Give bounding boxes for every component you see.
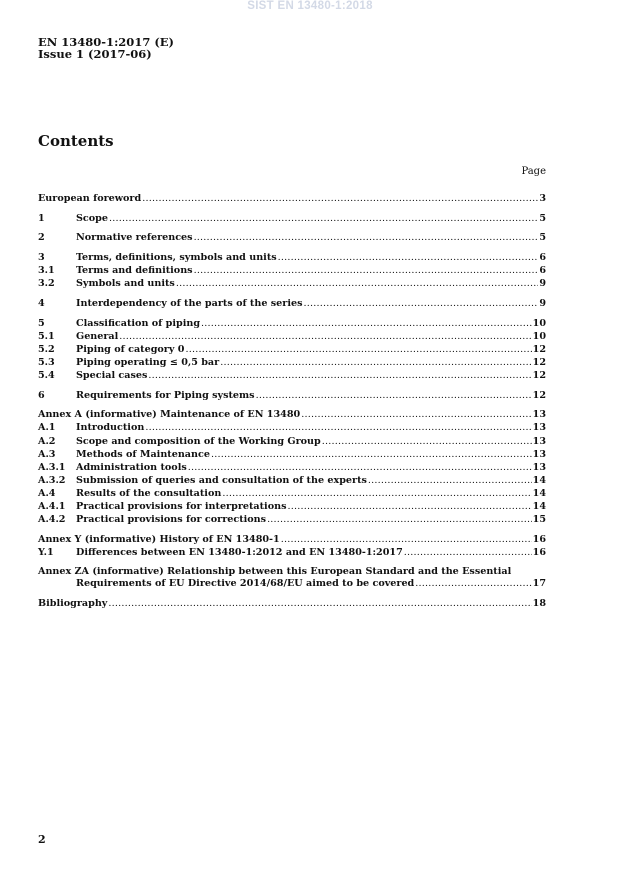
toc-leader-dots [278,251,539,264]
toc-entry[interactable] [38,317,546,330]
toc-entry-number: 3.1 [38,265,55,277]
toc-entry-title: Normative references [76,232,193,244]
toc-entry-page: 5 [539,212,546,224]
toc-entry-page: 17 [532,577,546,589]
toc-entry-title: Practical provisions for interpretations [76,501,287,513]
table-of-contents [38,192,546,610]
toc-leader-dots [404,546,532,559]
toc-entry-page: 9 [539,278,546,290]
toc-entry-page: 18 [532,597,546,609]
toc-entry[interactable] [38,546,546,559]
toc-entry[interactable] [38,389,546,402]
toc-entry-number: 6 [38,389,45,401]
toc-leader-dots [145,421,531,434]
toc-leader-dots [176,277,538,290]
toc-entry[interactable] [38,474,546,487]
toc-entry-title: Scope and composition of the Working Group [76,435,321,447]
toc-entry-number: A.1 [38,422,56,434]
watermark: SIST EN 13480-1:2018 [247,0,373,12]
toc-entry-title: Differences between EN 13480-1:2012 and EN 13480-1:2017 [76,546,403,558]
toc-entry-number: A.3 [38,448,56,460]
toc-leader-dots [109,212,538,225]
toc-entry-number: 3.2 [38,278,55,290]
toc-entry[interactable] [38,343,546,356]
toc-entry-title: Interdependency of the parts of the series [76,297,303,309]
toc-leader-dots [256,389,532,402]
toc-entry-title: Piping of category 0 [76,343,185,355]
toc-leader-dots [304,297,539,310]
toc-entry-number: 4 [38,297,45,309]
toc-entry-title: Scope [76,212,108,224]
toc-entry-title: Classification of piping [76,317,201,329]
toc-entry-title: General [76,330,119,342]
toc-entry-number: 1 [38,212,45,224]
toc-entry[interactable] [38,356,546,369]
toc-leader-dots [148,369,531,382]
toc-entry-number: 5.2 [38,343,55,355]
toc-entry-page: 12 [532,343,546,355]
toc-entry-page: 10 [532,317,546,329]
toc-entry-title: Annex ZA (informative) Relationship between this European Standard and the Essential [38,565,512,577]
toc-entry-page: 13 [532,448,546,460]
toc-entry-annex-za[interactable] [38,566,546,591]
toc-entry-number: 5.3 [38,356,55,368]
toc-entry-page: 13 [532,422,546,434]
toc-entry-title: European foreword [38,193,142,204]
toc-leader-dots [194,231,539,244]
toc-entries [38,192,546,559]
toc-entry-number: 3 [38,252,45,264]
toc-entry-title: Methods of Maintenance [76,448,210,460]
toc-entry[interactable] [38,513,546,526]
toc-entry-page: 10 [532,330,546,342]
toc-entry-title: Bibliography [38,597,108,609]
toc-entry[interactable] [38,533,546,546]
toc-entry[interactable] [38,212,546,225]
toc-entry-page: 16 [532,533,546,545]
toc-entry[interactable] [38,330,546,343]
toc-entry-page: 6 [539,265,546,277]
toc-leader-dots [281,533,532,546]
toc-entry-number: A.4 [38,487,56,499]
toc-entry-number: Y.1 [38,546,54,558]
toc-entry-title: Piping operating ≤ 0,5 bar [76,356,220,368]
toc-leader-dots [194,264,539,277]
toc-entry[interactable] [38,369,546,382]
toc-leader-dots [201,317,532,330]
toc-entry-number: A.4.1 [38,501,66,513]
toc-entry[interactable] [38,408,546,421]
toc-entry-number: A.3.2 [38,474,66,486]
toc-entry[interactable] [38,448,546,461]
toc-entry-title: Annex A (informative) Maintenance of EN 13480 [38,409,301,421]
toc-entry-page: 13 [532,435,546,447]
toc-entry-number: A.4.2 [38,514,66,526]
toc-entry-title-continued: Requirements of EU Directive 2014/68/EU aimed to be covered [76,577,415,589]
toc-entry-number: 5 [38,317,45,329]
toc-entry-number: 5.4 [38,370,55,381]
toc-leader-dots [267,513,532,526]
toc-entry[interactable] [38,277,546,290]
toc-entry-page: 13 [532,461,546,473]
toc-leader-dots [185,343,531,356]
toc-leader-dots [119,330,531,343]
toc-leader-dots [220,356,531,369]
document-identifier [38,36,174,60]
toc-entry[interactable] [38,487,546,500]
toc-entry-title: Results of the consultation [76,487,222,499]
toc-entry-title: Symbols and units [76,278,175,290]
toc-leader-dots [415,578,531,590]
toc-entry-page: 13 [532,409,546,421]
toc-leader-dots [322,435,532,448]
toc-leader-dots [368,474,532,487]
standard-number: EN 13480-1:2017 (E) [38,35,174,49]
toc-entry-title: Terms, definitions, symbols and units [76,252,277,264]
toc-entry[interactable] [38,297,546,310]
toc-entry[interactable] [38,251,546,264]
toc-leader-dots [301,408,531,421]
toc-entry-page: 12 [532,356,546,368]
toc-entry-page: 3 [539,193,546,204]
toc-entry[interactable] [38,500,546,513]
toc-entry-page: 12 [532,389,546,401]
toc-entry-number: A.2 [38,435,56,447]
toc-leader-dots [108,597,531,610]
toc-leader-dots [222,487,531,500]
toc-entry-title: Special cases [76,370,148,381]
toc-entry-page: 12 [532,370,546,381]
toc-entry-title: Submission of queries and consultation of the experts [76,474,367,486]
toc-entry-number: A.3.1 [38,461,66,473]
toc-leader-dots [211,448,532,461]
issue-info: Issue 1 (2017-06) [38,47,152,61]
page-column-label: Page [521,166,546,177]
toc-entry[interactable] [38,231,546,244]
toc-entry[interactable] [38,435,546,448]
toc-entry-page: 14 [532,501,546,513]
toc-entry[interactable] [38,264,546,277]
toc-entry-page: 14 [532,487,546,499]
page-title: Contents [38,132,114,150]
toc-entry-number: 5.1 [38,330,55,342]
toc-entry-title: Terms and definitions [76,265,193,277]
toc-entry-title: Administration tools [76,461,187,473]
page-number: 2 [38,833,46,846]
toc-entry-page: 9 [539,297,546,309]
toc-entry[interactable] [38,192,546,205]
toc-entry-page: 16 [532,546,546,558]
toc-entry-title: Annex Y (informative) History of EN 13480-1 [38,533,280,545]
toc-leader-dots [188,461,532,474]
toc-entry[interactable] [38,421,546,434]
toc-entry-page: 5 [539,232,546,244]
toc-entry-page: 6 [539,252,546,264]
toc-entry-number: 2 [38,232,45,244]
toc-entry-title: Practical provisions for corrections [76,514,267,526]
toc-entry-title: Introduction [76,422,145,434]
toc-entry[interactable] [38,461,546,474]
toc-entry-title: Requirements for Piping systems [76,389,255,401]
toc-leader-dots [287,500,531,513]
toc-entry-page: 14 [532,474,546,486]
toc-entry-page: 15 [532,514,546,526]
toc-entry-bibliography[interactable] [38,597,546,610]
toc-leader-dots [142,192,538,205]
